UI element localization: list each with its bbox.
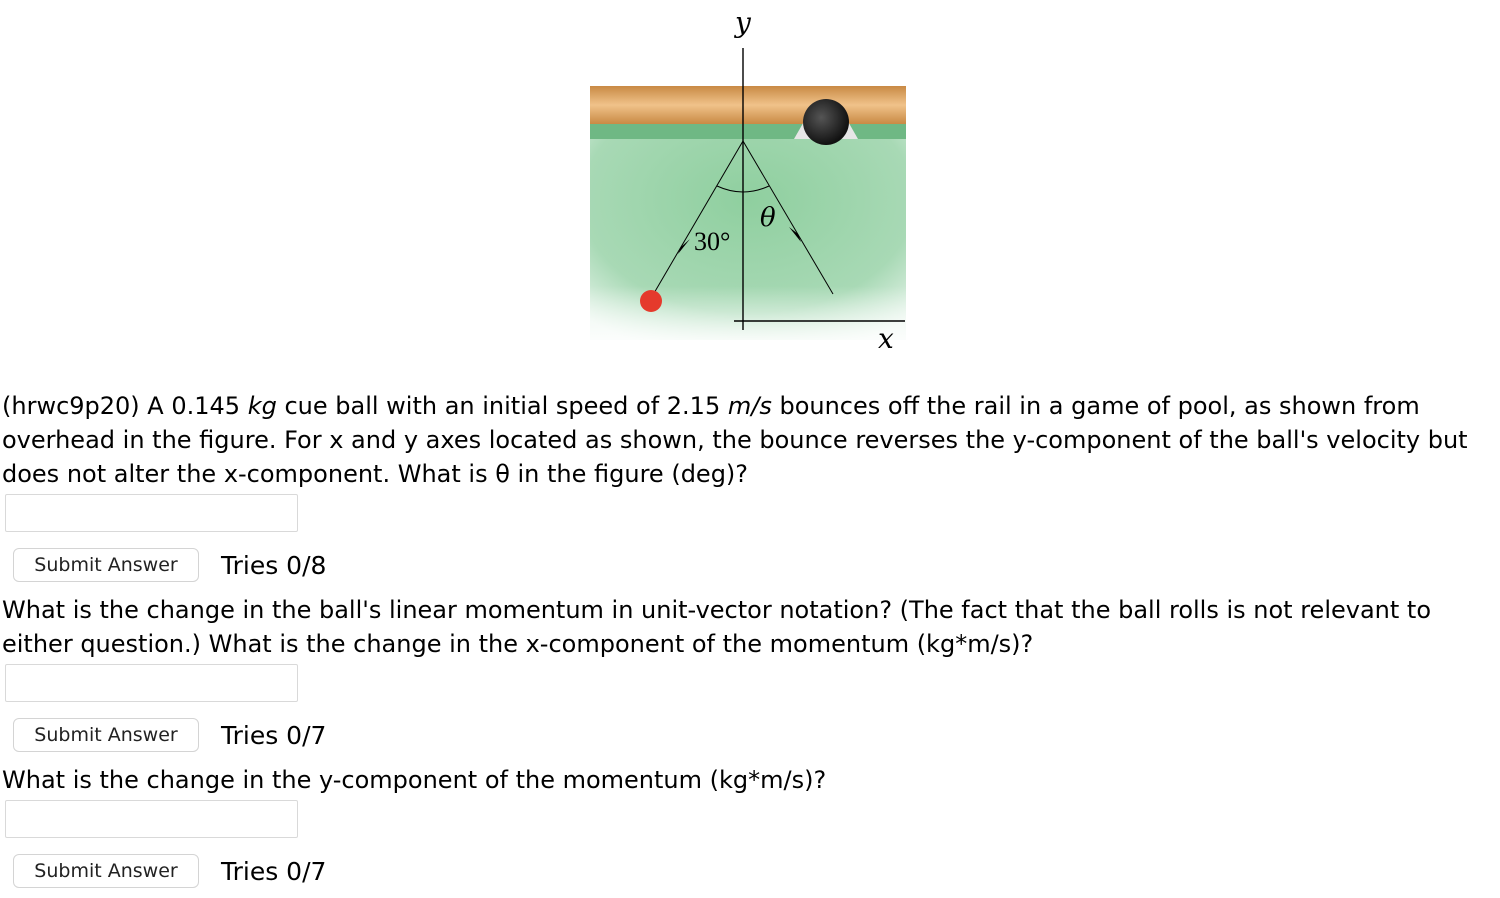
x-axis-label: x — [878, 322, 894, 355]
table-surface — [590, 124, 906, 340]
submit-answer-button-2[interactable]: Submit Answer — [13, 718, 199, 752]
tries-counter-2: Tries 0/7 — [221, 721, 327, 750]
unit-kg: kg — [247, 392, 277, 420]
answer-input-2[interactable] — [5, 664, 298, 702]
question-1-text: (hrwc9p20) A 0.145 kg cue ball with an initial speed of 2.15 m/s bounces off the rail in a game of pool, as shown from overhead in the figure. For x and y axes located as shown, the bounce reverses the y-component of the ball's velocity but does not alter the x-component. What is θ in the figure (deg)? — [2, 392, 1468, 488]
angle-label: 30° — [694, 227, 731, 256]
y-axis-label: y — [735, 6, 751, 39]
unit-ms: m/s — [727, 392, 772, 420]
cue-ball — [640, 290, 662, 312]
submit-answer-button-1[interactable]: Submit Answer — [13, 548, 199, 582]
answer-input-3[interactable] — [5, 800, 298, 838]
tries-counter-1: Tries 0/8 — [221, 551, 327, 580]
rail — [590, 86, 906, 139]
submit-answer-button-3[interactable]: Submit Answer — [13, 854, 199, 888]
question-2-text: What is the change in the ball's linear momentum in unit-vector notation? (The fact that the ball rolls is not relevant to either question.) What is the change in the x-component of the momentum (kg*m/s)? — [2, 596, 1432, 658]
answer-input-1[interactable] — [5, 494, 298, 532]
theta-label: θ — [760, 203, 776, 233]
question-3-text: What is the change in the y-component of the momentum (kg*m/s)? — [2, 766, 827, 794]
tries-counter-3: Tries 0/7 — [221, 857, 327, 886]
pool-table-figure — [580, 0, 920, 360]
